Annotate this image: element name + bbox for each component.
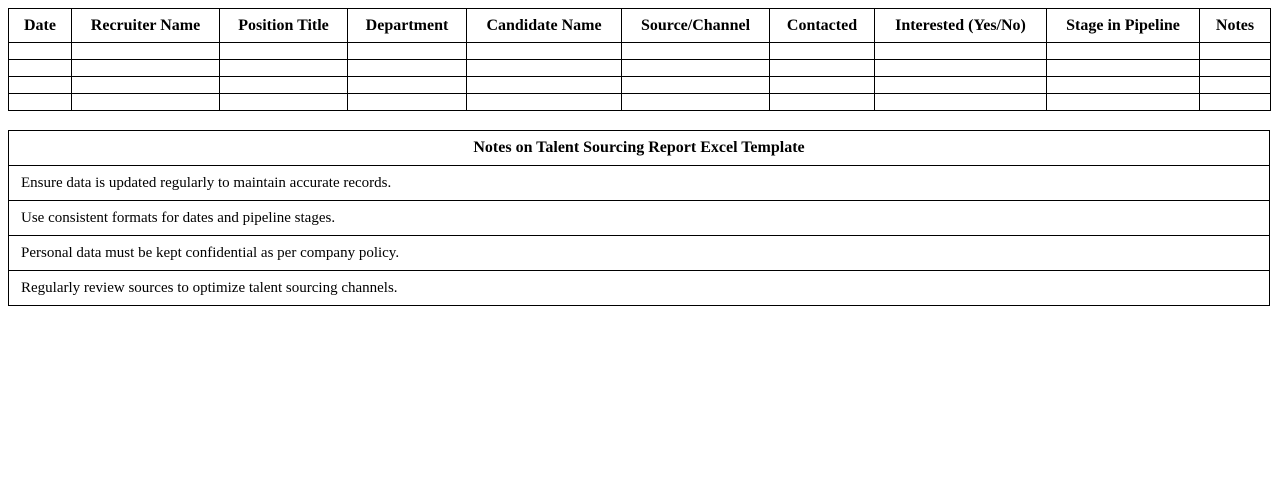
table-cell[interactable] <box>9 94 72 111</box>
table-cell[interactable] <box>9 77 72 94</box>
table-cell[interactable] <box>467 77 622 94</box>
table-cell[interactable] <box>875 43 1047 60</box>
table-cell[interactable] <box>622 94 770 111</box>
table-cell[interactable] <box>1200 94 1271 111</box>
column-header-position-title: Position Title <box>220 9 348 43</box>
table-cell[interactable] <box>770 77 875 94</box>
table-cell[interactable] <box>622 43 770 60</box>
talent-sourcing-table <box>8 8 1271 111</box>
table-cell[interactable] <box>72 94 220 111</box>
table-cell[interactable] <box>467 43 622 60</box>
table-row <box>9 43 1271 60</box>
table-row <box>9 60 1271 77</box>
column-header-recruiter-name: Recruiter Name <box>72 9 220 43</box>
notes-title: Notes on Talent Sourcing Report Excel Template <box>9 131 1270 166</box>
table-cell[interactable] <box>9 43 72 60</box>
note-item: Ensure data is updated regularly to maintain accurate records. <box>9 166 1270 201</box>
column-header-notes: Notes <box>1200 9 1271 43</box>
table-cell[interactable] <box>1047 60 1200 77</box>
table-cell[interactable] <box>1200 60 1271 77</box>
table-cell[interactable] <box>220 77 348 94</box>
column-header-source-channel: Source/Channel <box>622 9 770 43</box>
column-header-contacted: Contacted <box>770 9 875 43</box>
notes-row <box>9 201 1270 236</box>
table-cell[interactable] <box>220 94 348 111</box>
table-cell[interactable] <box>220 60 348 77</box>
note-item: Personal data must be kept confidential as per company policy. <box>9 236 1270 271</box>
table-cell[interactable] <box>348 60 467 77</box>
table-cell[interactable] <box>220 43 348 60</box>
notes-row <box>9 236 1270 271</box>
table-cell[interactable] <box>875 77 1047 94</box>
table-cell[interactable] <box>1047 77 1200 94</box>
table-cell[interactable] <box>348 43 467 60</box>
table-row <box>9 94 1271 111</box>
notes-table <box>8 130 1270 306</box>
table-cell[interactable] <box>1047 43 1200 60</box>
table-cell[interactable] <box>72 43 220 60</box>
column-header-department: Department <box>348 9 467 43</box>
column-header-date: Date <box>9 9 72 43</box>
table-cell[interactable] <box>9 60 72 77</box>
notes-row <box>9 166 1270 201</box>
table-cell[interactable] <box>770 94 875 111</box>
table-cell[interactable] <box>467 60 622 77</box>
table-cell[interactable] <box>1047 94 1200 111</box>
notes-row <box>9 271 1270 306</box>
header-row <box>9 9 1271 43</box>
column-header-stage-in-pipeline: Stage in Pipeline <box>1047 9 1200 43</box>
table-cell[interactable] <box>348 77 467 94</box>
table-cell[interactable] <box>72 60 220 77</box>
table-row <box>9 77 1271 94</box>
note-item: Use consistent formats for dates and pipeline stages. <box>9 201 1270 236</box>
table-cell[interactable] <box>1200 43 1271 60</box>
table-cell[interactable] <box>467 94 622 111</box>
column-header-interested: Interested (Yes/No) <box>875 9 1047 43</box>
table-cell[interactable] <box>1200 77 1271 94</box>
table-cell[interactable] <box>875 60 1047 77</box>
table-cell[interactable] <box>622 60 770 77</box>
notes-header-row <box>9 131 1270 166</box>
table-cell[interactable] <box>72 77 220 94</box>
table-cell[interactable] <box>348 94 467 111</box>
table-cell[interactable] <box>770 43 875 60</box>
table-cell[interactable] <box>875 94 1047 111</box>
table-cell[interactable] <box>622 77 770 94</box>
column-header-candidate-name: Candidate Name <box>467 9 622 43</box>
note-item: Regularly review sources to optimize talent sourcing channels. <box>9 271 1270 306</box>
table-cell[interactable] <box>770 60 875 77</box>
